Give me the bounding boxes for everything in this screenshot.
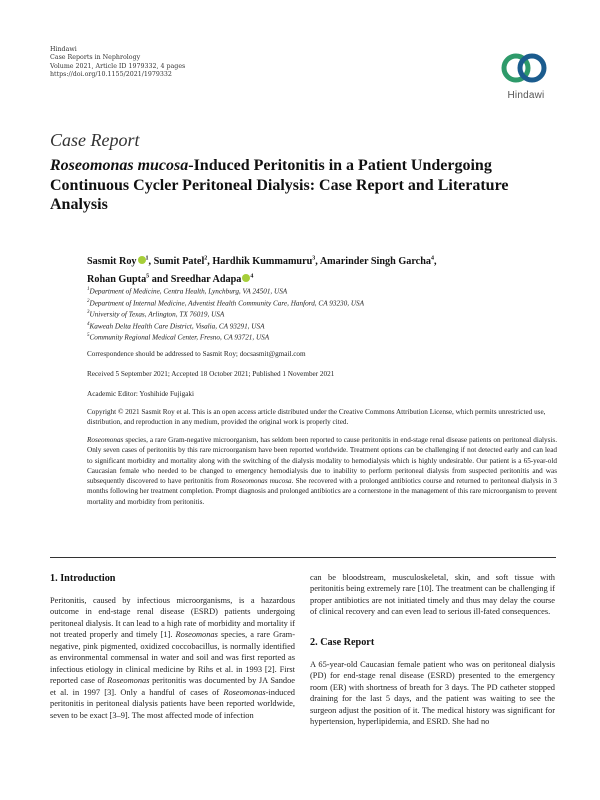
abstract-mid-italic: Roseomonas mucosa <box>231 477 292 486</box>
journal-doi[interactable]: https://doi.org/10.1155/2021/1979332 <box>50 70 172 78</box>
logo-wordmark: Hindawi <box>507 90 545 101</box>
journal-info <box>50 46 185 79</box>
affiliation-list <box>87 285 557 343</box>
right-column <box>310 572 555 728</box>
affiliation-number: 2 <box>87 298 90 304</box>
case-report-paragraph: A 65-year-old Caucasian female patient who was on peritoneal dialysis (PD) for end-stage renal disease (ESRD) presented to the emergency room (ER) with shortness of breath for 3 days. The PD catheter stopped draining for the last 5 days, and the patient was waiting to see the surgeon adjust the position of it. The medical history was significant for hypertension, hyperlipidemia, and ESRD. She had no <box>310 659 555 727</box>
author <box>87 274 171 285</box>
author-separator: , <box>315 256 320 268</box>
author-name[interactable]: Sumit Patel <box>153 256 205 268</box>
title-rest: -Induced Peritonitis in a Patient Undergoing Continuous Cycler Peritoneal Dialysis: Case Report and Literature Analysis <box>50 157 509 214</box>
intro-heading: 1. Introduction <box>50 573 116 584</box>
section-divider <box>50 557 556 558</box>
author-list <box>87 252 557 287</box>
author-affiliation-number: 1 <box>145 256 149 262</box>
author <box>87 256 154 267</box>
intro-text-c: peritonitis was documented by JA Sandoe et al. in 1997 [3]. Only a handful of cases of <box>50 676 295 697</box>
intro-text-d: -induced peritonitis in peritoneal dialysis patients have been reported worldwide, seven to be exact [3–9]. The most affected mode of infection <box>50 687 295 720</box>
affiliation-number: 4 <box>87 321 90 327</box>
author-name[interactable]: Amarinder Singh Garcha <box>319 256 431 268</box>
abstract-part-2: . She recovered with a prolonged antibiotics course and returned to peritoneal dialysis in 3 months following her treatment completion. Prompt diagnosis and prolonged antibiotics are a cornerstone in the management of this rare microorganism to prevent mortality and morbidity from peritonitis. <box>87 477 557 506</box>
affiliation <box>87 297 557 309</box>
affiliation-text: University of Texas, Arlington, TX 76019, USA <box>89 310 225 319</box>
affiliation-number: 1 <box>87 287 90 292</box>
academic-editor: Academic Editor: Yoshihide Fujigaki <box>87 390 195 398</box>
intro-text-a: Peritonitis, caused by infectious microorganisms, is a hazardous outcome in end-stage renal disease (ESRD) patients undergoing peritoneal dialysis. It can lead to a high rate of morbidity and mortality if not treated properly and timely [1]. <box>50 596 295 640</box>
affiliation-text: Kaweah Delta Health Care District, Visalia, CA 93291, USA <box>89 322 265 331</box>
author-name[interactable]: Hardhik Kummamuru <box>212 256 313 268</box>
case-report-heading: 2. Case Report <box>310 636 375 648</box>
intro-paragraph <box>50 595 295 721</box>
journal-publisher: Hindawi <box>50 46 77 53</box>
abstract-lead-italic: Roseomonas <box>87 436 124 444</box>
journal-volume: Volume 2021, Article ID 1979332, 4 pages <box>50 62 186 70</box>
author-affiliation-number: 4 <box>430 256 434 262</box>
abstract <box>87 435 557 507</box>
author <box>212 256 319 267</box>
copyright-notice: Copyright © 2021 Sasmit Roy et al. This is an open access article distributed under the Creative Commons Attribution License, which permits unrestricted use, distribution, and reproduction in any medium, provided the original work is properly cited. <box>87 408 546 427</box>
author-name[interactable]: Sasmit Roy <box>87 256 137 268</box>
intro-italic-2: Roseomonas <box>107 676 150 686</box>
intro-text-b: species, a rare Gram-negative, pink pigmented, oxidized coccobacillus, is normally identified as environmental commensal in water and soil and was first reported as infectious etiology in clinical medicine by Rihs et al. in 1993 [2]. First reported case of <box>50 630 295 686</box>
author <box>320 256 437 267</box>
author <box>171 274 254 285</box>
intro-italic-3: Roseomonas <box>223 687 266 697</box>
author-separator: , <box>433 256 437 268</box>
title-organism: Roseomonas mucosa <box>50 157 189 174</box>
intro-continuation: can be bloodstream, musculoskeletal, skin, and soft tissue with peritonitis being extremely rare [10]. The treatment can be challenging if proper antibiotics are not initiated timely and thus may delay the course of clinical recovery and can even lead to serious ill-fated consequences. <box>310 573 555 617</box>
author-name[interactable]: Sreedhar Adapa <box>170 273 242 285</box>
affiliation-text: Department of Medicine, Centra Health, Lynchburg, VA 24501, USA <box>89 287 288 296</box>
author <box>154 256 213 267</box>
article-title <box>50 156 560 215</box>
author-name[interactable]: Rohan Gupta <box>87 273 147 285</box>
author-separator: , <box>148 256 154 268</box>
journal-name: Case Reports in Nephrology <box>50 54 141 62</box>
affiliation-text: Department of Internal Medicine, Adventist Health Community Care, Hanford, CA 93230, USA <box>89 298 364 307</box>
left-column <box>50 572 295 721</box>
affiliation <box>87 331 557 343</box>
affiliation-number: 3 <box>87 310 90 316</box>
orcid-icon[interactable] <box>138 256 146 264</box>
abstract-part-1: species, a rare Gram-negative microorganism, has seldom been reported to cause peritonitis in end-stage renal disease patients on peritoneal dialysis. Only seven cases of peritonitis by this rare microorganism have been reported worldwide. Treatment options can be challenging if not detected early and can lead to significant morbidity and mortality along with the switching of the dialysis modality to hemodialysis which is highly undesirable. Our patient is a 65-year-old Caucasian female who needed to be changed to emergency hemodialysis due to inability to perform peritoneal dialysis from suspected peritonitis and was subsequently discovered to have peritonitis from <box>87 436 557 486</box>
affiliation <box>87 320 557 332</box>
author-affiliation-number: 5 <box>146 273 150 280</box>
article-type: Case Report <box>50 130 140 150</box>
author-affiliation-number: 2 <box>204 256 208 262</box>
affiliation <box>87 285 557 297</box>
affiliation <box>87 308 557 320</box>
affiliation-text: Community Regional Medical Center, Fresno, CA 93721, USA <box>89 333 270 342</box>
author-separator: , <box>207 256 213 268</box>
intro-italic-1: Roseomonas <box>175 630 218 640</box>
affiliation-number: 5 <box>87 333 90 339</box>
author-affiliation-number: 4 <box>250 273 254 280</box>
publication-dates: Received 5 September 2021; Accepted 18 October 2021; Published 1 November 2021 <box>87 370 335 378</box>
correspondence: Correspondence should be addressed to Sasmit Roy; docsasmit@gmail.com <box>87 350 306 358</box>
author-separator: and <box>149 273 171 285</box>
author-affiliation-number: 3 <box>312 256 316 262</box>
